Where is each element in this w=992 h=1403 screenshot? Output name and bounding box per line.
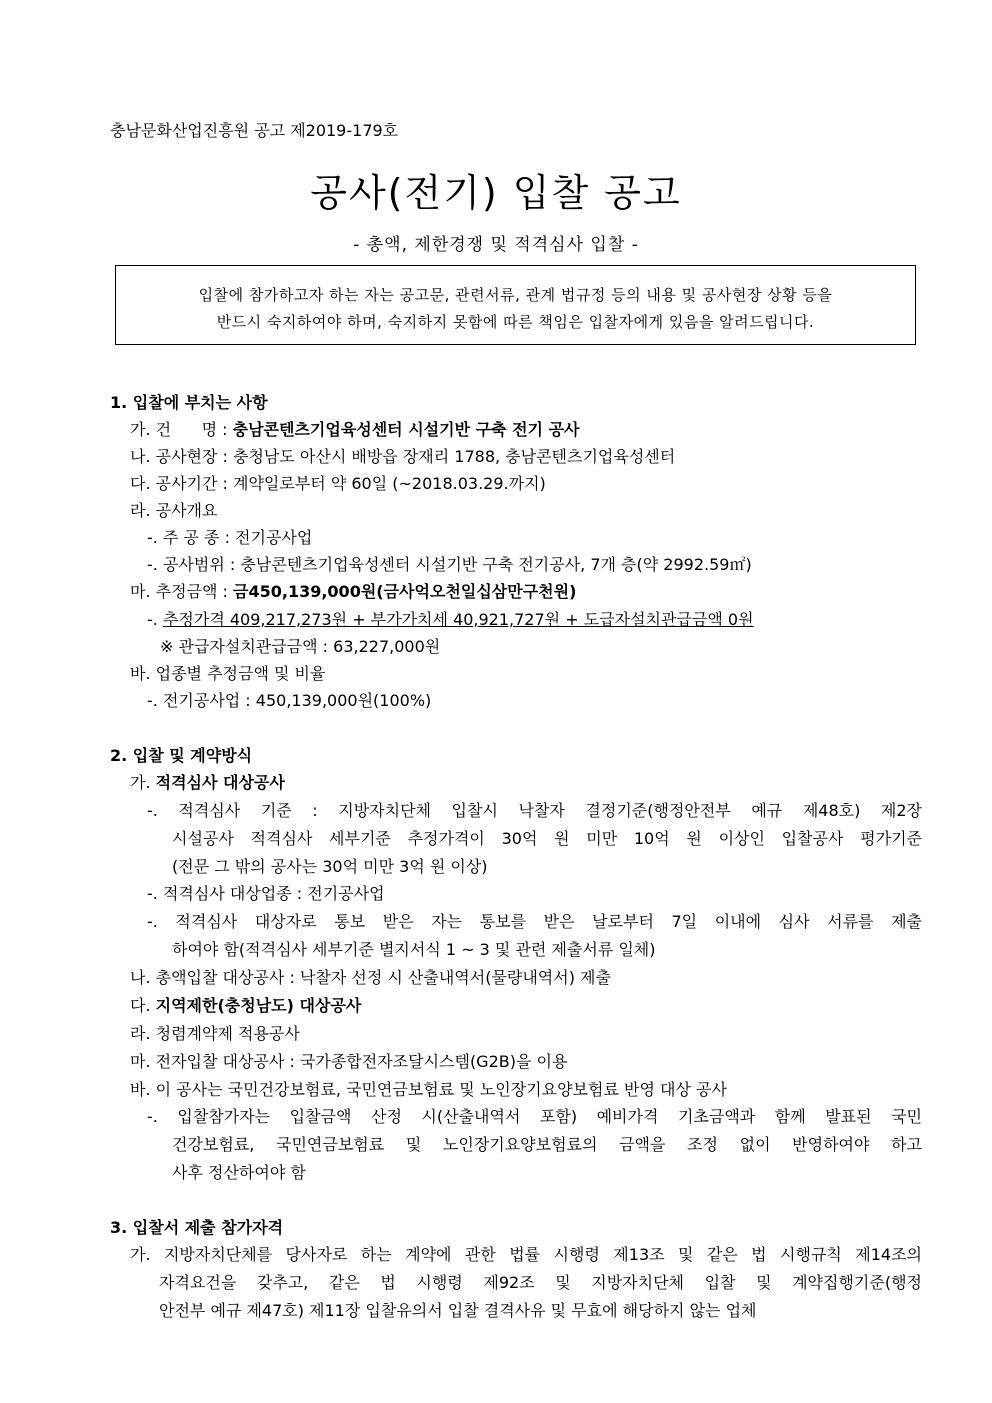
sub-item: -. 적격심사 대상업종 : 전기공사업 [147, 884, 385, 903]
item-ga-cont: 안전부 예규 제47호) 제11장 입찰유의서 입찰 결격사유 및 무효에 해당하지 않는 업체 [159, 1301, 757, 1320]
sub-item-cont: 하여야 함(적격심사 세부기준 별지서식 1 ~ 3 및 관련 제출서류 일체) [172, 940, 656, 959]
sub-item: -. 주 공 종 : 전기공사업 [147, 528, 313, 547]
item-ba: 바. 이 공사는 국민건강보험료, 국민연금보험료 및 노인장기요양보험료 반영 대상 공사 [130, 1080, 727, 1099]
item-title: 지역제한(충청남도) 대상공사 [155, 996, 362, 1015]
sub-item: -. 공사범위 : 충남콘텐츠기업육성센터 시설기반 구축 전기공사, 7개 층(약 2992.59㎡) [147, 555, 752, 574]
sub-item: -. 적격심사 기준 : 지방자치단체 입찰시 낙찰자 결정기준(행정안전부 예규 제48호) 제2장 [147, 801, 922, 820]
sub-item [147, 610, 754, 630]
item-label: 가. [130, 773, 156, 792]
project-name: 충남콘텐츠기업육성센터 시설기반 구축 전기 공사 [232, 420, 580, 439]
item-label: 다. [130, 996, 156, 1015]
sub-item-cont: (전문 그 밖의 공사는 30억 미만 3억 원 이상) [172, 857, 488, 876]
sub-item: -. 적격심사 대상자로 통보 받은 자는 통보를 받은 날로부터 7일 이내에 심사 서류를 제출 [147, 912, 922, 931]
notice-box-line: 반드시 숙지하여야 하며, 숙지하지 못함에 따른 책임은 입찰자에게 있음을 알려드립니다. [216, 313, 815, 331]
item-ra: 라. 공사개요 [130, 501, 218, 520]
page-title: 공사(전기) 입찰 공고 [310, 171, 682, 215]
item-ra: 라. 청렴계약제 적용공사 [130, 1024, 300, 1043]
item-da: 다. 공사기간 : 계약일로부터 약 60일 (~2018.03.29.까지) [130, 474, 546, 493]
notice-box-line: 입찰에 참가하고자 하는 자는 공고문, 관련서류, 관계 법규정 등의 내용 및 공사현장 상황 등을 [198, 286, 833, 304]
item-ga-cont: 자격요건을 갖추고, 같은 법 시행령 제92조 및 지방자치단체 입찰 및 계약집행기준(행정 [159, 1273, 922, 1292]
sub-item-cont: 건강보험료, 국민연금보험료 및 노인장기요양보험료의 금액을 조정 없이 반영하여야 하고 [172, 1135, 922, 1154]
notice-number: 충남문화산업진흥원 공고 제2019-179호 [110, 121, 399, 140]
item-ma: 마. 전자입찰 대상공사 : 국가종합전자조달시스템(G2B)을 이용 [130, 1052, 568, 1071]
sub-item: -. 전기공사업 : 450,139,000원(100%) [147, 691, 432, 710]
section-2-heading: 2. 입찰 및 계약방식 [110, 746, 253, 765]
item-ma [130, 582, 576, 602]
page-subtitle: - 총액, 제한경쟁 및 적격심사 입찰 - [353, 235, 639, 255]
item-ba: 바. 업종별 추정금액 및 비율 [130, 664, 326, 683]
item-ga: 가. 지방자치단체를 당사자로 하는 계약에 관한 법률 시행령 제13조 및 같은 법 시행규칙 제14조의 [130, 1245, 922, 1264]
item-label: 가. 건 명 : [130, 420, 233, 439]
estimated-amount: 금450,139,000원(금사억오천일십삼만구천원) [233, 582, 577, 601]
item-ga [130, 773, 285, 793]
sub-item: -. 입찰참가자는 입찰금액 산정 시(산출내역서 포함) 예비가격 기초금액과 함께 발표된 국민 [147, 1107, 922, 1126]
dash: -. [147, 610, 163, 629]
sub-item-cont: 사후 정산하여야 함 [172, 1163, 306, 1182]
item-na: 나. 공사현장 : 충청남도 아산시 배방읍 장재리 1788, 충남콘텐츠기업육성센터 [130, 447, 676, 466]
item-label: 마. 추정금액 : [130, 582, 234, 601]
item-ga [130, 420, 579, 440]
item-da [130, 996, 361, 1016]
price-breakdown: 추정가격 409,217,273원 + 부가가치세 40,921,727원 + 도급자설치관급금액 0원 [162, 610, 754, 629]
note-item: ※ 관급자설치관급금액 : 63,227,000원 [160, 637, 441, 656]
section-1-heading: 1. 입찰에 부치는 사항 [110, 393, 268, 412]
section-3-heading: 3. 입찰서 제출 참가자격 [110, 1218, 284, 1237]
item-na: 나. 총액입찰 대상공사 : 낙찰자 선정 시 산출내역서(물량내역서) 제출 [130, 968, 611, 987]
notice-box [115, 265, 916, 345]
sub-item-cont: 시설공사 적격심사 세부기준 추정가격이 30억 원 미만 10억 원 이상인 입찰공사 평가기준 [172, 829, 922, 848]
item-title: 적격심사 대상공사 [155, 773, 285, 792]
